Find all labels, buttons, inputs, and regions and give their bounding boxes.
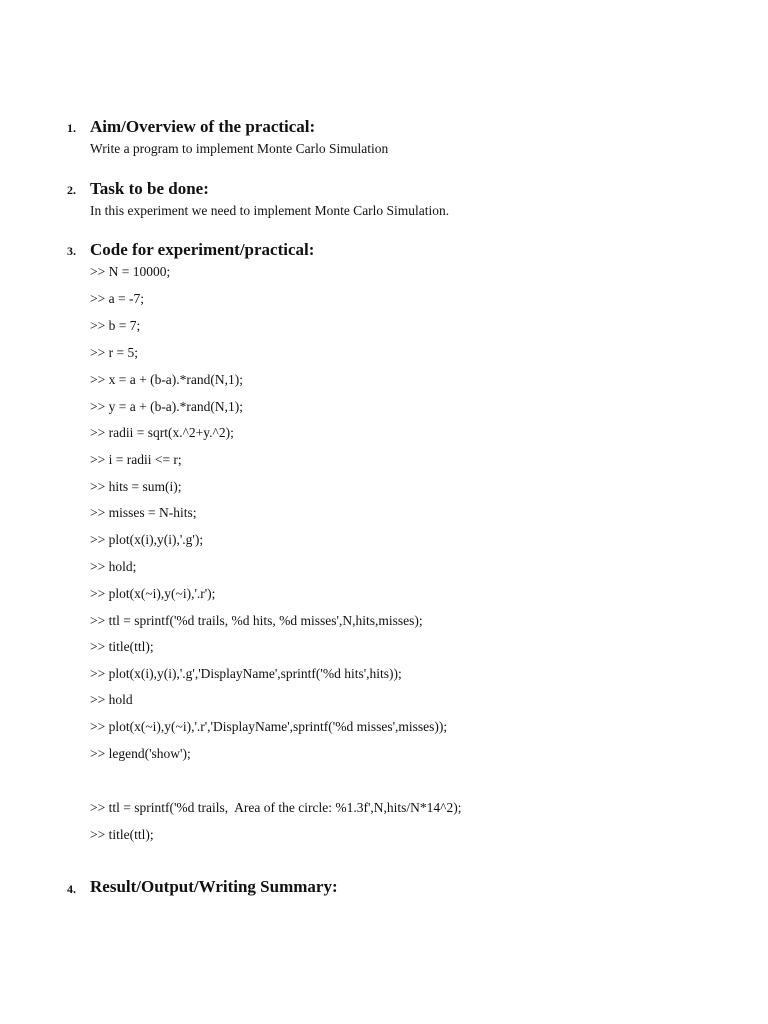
section-heading: Code for experiment/practical:: [90, 240, 315, 259]
code-line: >> title(ttl);: [90, 639, 154, 654]
code-line: >> x = a + (b-a).*rand(N,1);: [90, 372, 244, 387]
section-heading: Result/Output/Writing Summary:: [90, 877, 338, 896]
code-line: >> plot(x(i),y(i),'.g','DisplayName',sprintf('%d hits',hits));: [90, 666, 402, 681]
code-line: >> b = 7;: [90, 318, 141, 333]
section-number: 1.: [67, 121, 76, 135]
section-number: 3.: [67, 244, 76, 258]
code-line: >> N = 10000;: [90, 264, 171, 279]
code-line: >> radii = sqrt(x.^2+y.^2);: [90, 425, 234, 440]
code-line: >> a = -7;: [90, 291, 144, 306]
code-line: >> y = a + (b-a).*rand(N,1);: [90, 399, 244, 414]
code-line: >> hold;: [90, 559, 137, 574]
code-line: >> plot(x(i),y(i),'.g');: [90, 532, 204, 547]
section-text: In this experiment we need to implement Monte Carlo Simulation.: [90, 203, 450, 218]
code-line: >> plot(x(~i),y(~i),'.r');: [90, 586, 216, 601]
code-line: >> ttl = sprintf('%d trails, Area of the circle: %1.3f',N,hits/N*14^2);: [90, 800, 462, 815]
code-line: >> misses = N-hits;: [90, 505, 197, 520]
code-line: >> i = radii <= r;: [90, 452, 182, 467]
section-number: 2.: [67, 183, 76, 197]
code-line: >> ttl = sprintf('%d trails, %d hits, %d misses',N,hits,misses);: [90, 613, 423, 628]
section-number: 4.: [67, 882, 76, 896]
code-line: >> plot(x(~i),y(~i),'.r','DisplayName',sprintf('%d misses',misses));: [90, 719, 448, 734]
code-line: >> r = 5;: [90, 345, 138, 360]
section-heading: Task to be done:: [90, 179, 209, 198]
code-line: >> hold: [90, 692, 133, 707]
section-text: Write a program to implement Monte Carlo Simulation: [90, 141, 389, 156]
code-line: >> legend('show');: [90, 746, 191, 761]
section-heading: Aim/Overview of the practical:: [90, 117, 316, 136]
code-line: >> hits = sum(i);: [90, 479, 182, 494]
code-line: >> title(ttl);: [90, 827, 154, 842]
